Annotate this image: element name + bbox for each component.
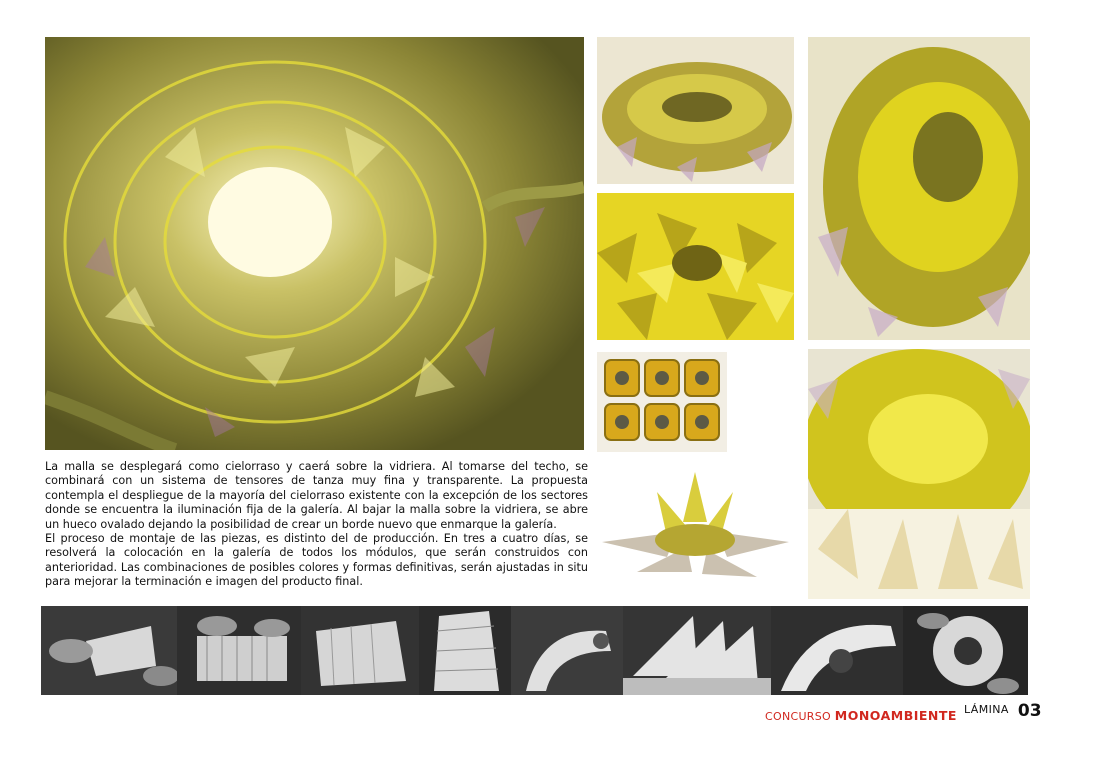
photo-top-left <box>597 37 794 184</box>
sheet-label: LÁMINA <box>964 703 1009 716</box>
process-photo-1 <box>41 606 177 695</box>
sheet-number-block <box>964 701 1042 721</box>
photo-bottom-right <box>808 349 1030 599</box>
contest-label: CONCURSO <box>765 710 831 723</box>
description-paragraph-2: El proceso de montaje de las piezas, es distinto del de producción. En tres a cuatro días, se resolverá la colocación en la galería de todos los módulos, que serán construidos con anterioridad. Las combinaciones de posibles colores y formas definitivas, serán ajustadas in situ para mejorar la terminación e imagen del producto final. <box>45 532 588 589</box>
description-paragraph-1: La malla se desplegará como cielorraso y caerá sobre la vidriera. Al tomarse del techo, se combinará con un sistema de tensores de tanza muy fina y transparente. La propuesta contempla el despliegue de la mayoría del cielorraso existente con la excepción de los sectores donde se encuentra la iluminación fija de la galería. Al bajar la malla sobre la vidriera, se abre un hueco ovalado dejando la posibilidad de crear un borde nuevo que enmarque la galería. <box>45 460 588 531</box>
photo-flower-model <box>597 462 794 590</box>
process-photo-5 <box>511 606 623 695</box>
contest-name: MONOAMBIENTE <box>834 708 957 723</box>
process-photo-4 <box>419 606 511 695</box>
process-photo-7 <box>771 606 903 695</box>
process-photo-8 <box>903 606 1028 695</box>
process-photo-2 <box>177 606 301 695</box>
process-photo-6 <box>623 606 771 695</box>
sheet-number: 03 <box>1017 701 1042 721</box>
photo-small-modules <box>597 352 727 452</box>
photo-middle-left <box>597 193 794 340</box>
description-text <box>45 460 588 590</box>
photo-top-right <box>808 37 1030 340</box>
assembly-process-strip <box>41 606 1028 695</box>
contest-title <box>765 708 957 723</box>
main-sculpture-photo <box>45 37 584 450</box>
process-photo-3 <box>301 606 419 695</box>
